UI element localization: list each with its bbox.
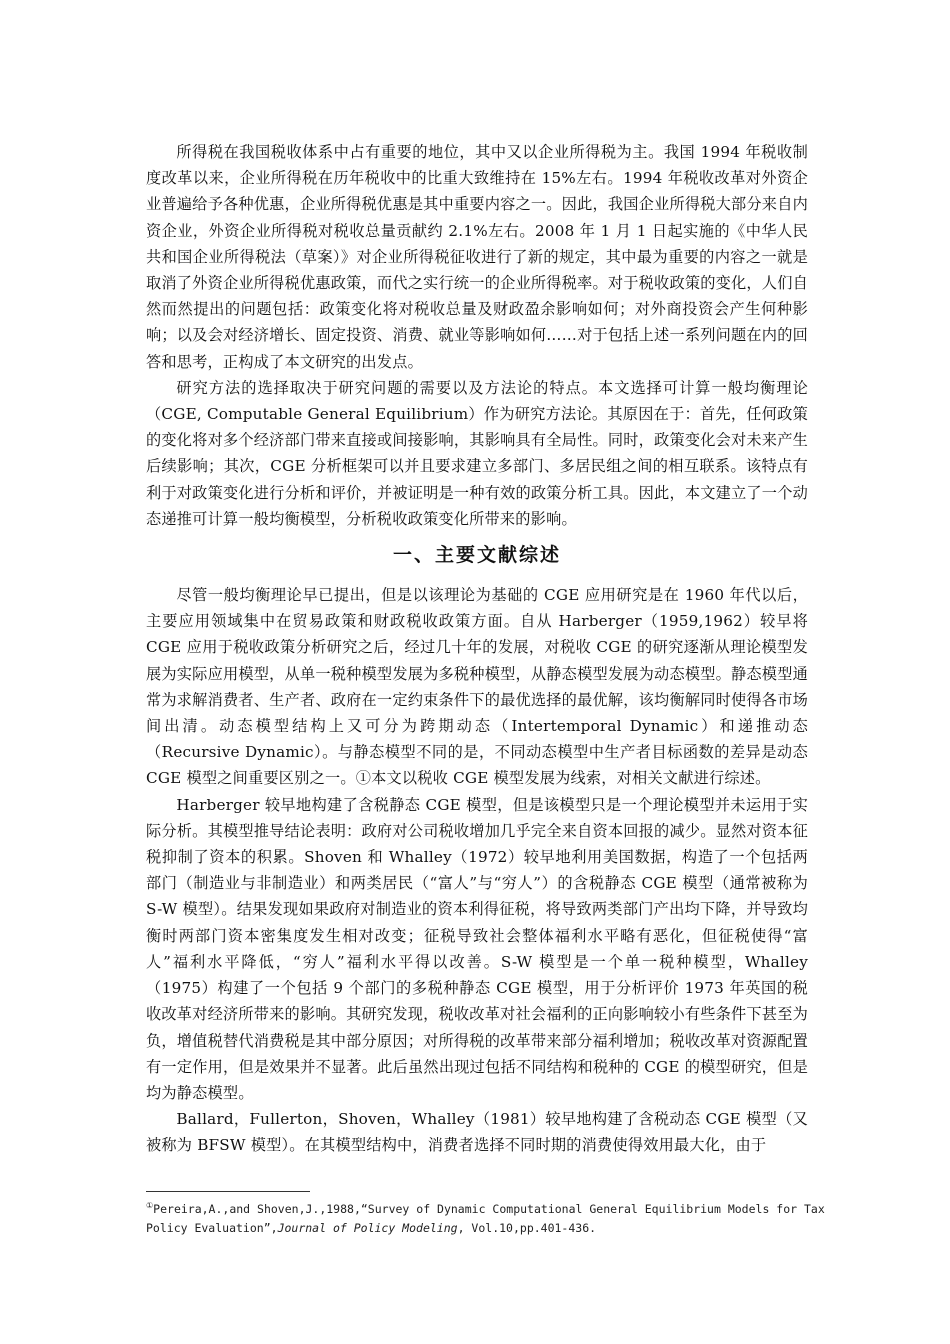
footnote-text: Pereira,A.,and Shoven,J.,1988,“Survey of Dynamic Computational General Equilibrium Models for Tax Policy Evaluation”, [146,1201,825,1235]
review-paragraph-2: Harberger 较早地构建了含税静态 CGE 模型，但是该模型只是一个理论模型并未运用于实际分析。其模型推导结论表明：政府对公司税收增加几乎完全来自资本回报的减少。显然对资本征税抑制了资本的积累。Shoven 和 Whalley（1972）较早地利用美国数据，构造了一个包括两部门（制造业与非制造业）和两类居民（“富人”与“穷人”）的含税静态 CGE 模型（通常被称为 S-W 模型）。结果发现如果政府对制造业的资本利得征税，将导致两类部门产出均下降，并导致均衡时两部门资本密集度发生相对改变；征税导致社会整体福利水平略有恶化，但征税使得“富人”福利水平降低，“穷人”福利水平得以改善。S-W 模型是一个单一税种模型，Whalley（1975）构建了一个包括 9 个部门的多税种静态 CGE 模型，用于分析评价 1973 年英国的税收改革对经济所带来的影响。其研究发现，税收改革对社会福利的正向影响较小有些条件下甚至为负，增值税替代消费税是其中部分原因；对所得税的改革带来部分福利增加；税收改革对资源配置有一定作用，但是效果并不显著。此后虽然出现过包括不同结构和税种的 CGE 的模型研究，但是均为静态模型。 [146,795,808,1102]
review-paragraph-1: 尽管一般均衡理论早已提出，但是以该理论为基础的 CGE 应用研究是在 1960 年代以后，主要应用领域集中在贸易政策和财政税收政策方面。自从 Harberger（1959,1962）较早将 CGE 应用于税收政策分析研究之后，经过几十年的发展，对税收 CGE 的研究逐渐从理论模型发展为实际应用模型，从单一税种模型发展为多税种模型，从静态模型发展为动态模型。静态模型通常为求解消费者、生产者、政府在一定约束条件下的最优选择的最优解，该均衡解同时使得各市场间出清。动态模型结构上又可分为跨期动态（Intertemporal Dynamic）和递推动态（Recursive Dynamic）。与静态模型不同的是，不同动态模型中生产者目标函数的差异是动态 CGE 模型之间重要区别之一。①本文以税收 CGE 模型发展为线索，对相关文献进行综述。 [146,586,808,788]
footnote-separator [146,1191,310,1192]
section-heading: 一、主要文献综述 [392,544,561,567]
intro-paragraph-2: 研究方法的选择取决于研究问题的需要以及方法论的特点。本文选择可计算一般均衡理论（CGE, Computable General Equilibrium）作为研究方法论。其原因在于：首先，任何政策的变化将对多个经济部门带来直接或间接影响，其影响具有全局性。同时，政策变化会对未来产生后续影响；其次，CGE 分析框架可以并且要求建立多部门、多居民组之间的相互联系。该特点有利于对政策变化进行分析和评价，并被证明是一种有效的政策分析工具。因此，本文建立了一个动态递推可计算一般均衡模型，分析税收政策变化所带来的影响。 [146,378,808,528]
review-paragraph-3: Ballard，Fullerton，Shoven，Whalley（1981）较早地构建了含税动态 CGE 模型（又被称为 BFSW 模型）。在其模型结构中，消费者选择不同时期的消费使得效用最大化，由于 [146,1110,808,1155]
footnote-marker: ① [146,1201,154,1210]
body-text [146,139,808,1159]
footnote-journal: Journal of Policy Modeling [277,1220,458,1235]
footnote [146,1196,826,1238]
footnote-citation: , Vol.10,pp.401-436. [457,1220,597,1235]
intro-paragraph-1: 所得税在我国税收体系中占有重要的地位，其中又以企业所得税为主。我国 1994 年税收制度改革以来，企业所得税在历年税收中的比重大致维持在 15%左右。1994 年税收改革对外资企业普遍给予各种优惠，企业所得税优惠是其中重要内容之一。因此，我国企业所得税大部分来自内资企业，外资企业所得税对税收总量贡献约 2.1%左右。2008 年 1 月 1 日起实施的《中华人民共和国企业所得税法（草案）》对企业所得税征收进行了新的规定，其中最为重要的内容之一就是取消了外资企业所得税优惠政策，而代之实行统一的企业所得税率。对于税收政策的变化，人们自然而然提出的问题包括：政策变化将对税收总量及财政盈余影响如何；对外商投资会产生何种影响；以及会对经济增长、固定投资、消费、就业等影响如何……对于包括上述一系列问题在内的回答和思考，正构成了本文研究的出发点。 [146,143,808,371]
